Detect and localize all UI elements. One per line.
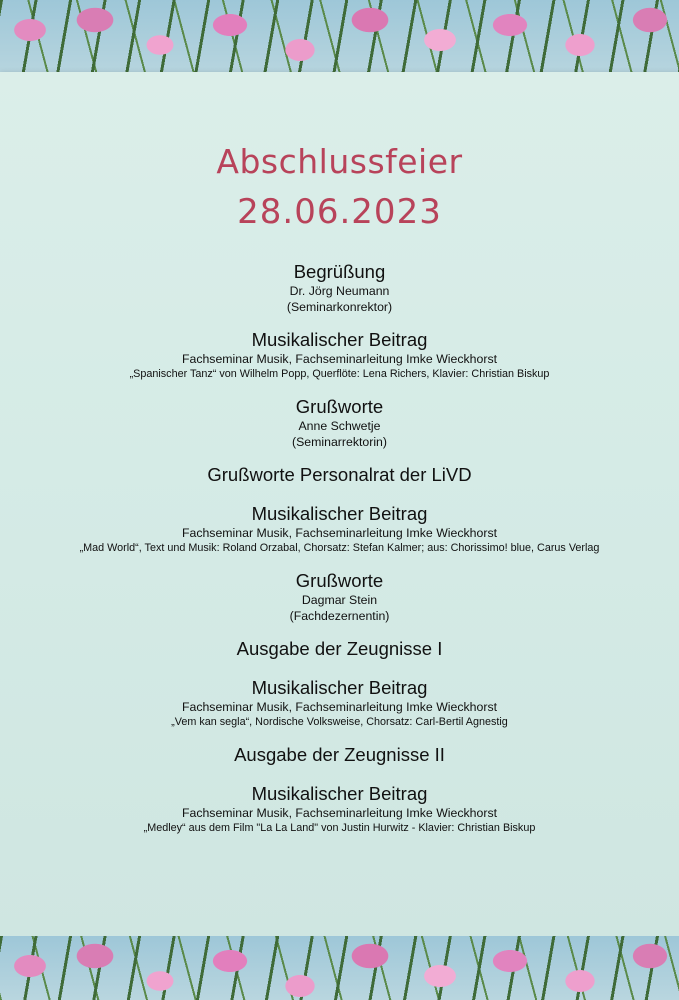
program-item-musik-4 <box>0 782 679 836</box>
program-piece: „Vem kan segla“, Nordische Volksweise, Chorsatz: Carl-Bertil Agnestig <box>171 716 508 728</box>
program-item-begruessung <box>0 260 679 315</box>
program-role: (Seminarrektorin) <box>292 435 387 449</box>
program-item-grussworte-1 <box>0 395 679 450</box>
program-heading: Grußworte Personalrat der LiVD <box>207 464 472 485</box>
program-piece: „Spanischer Tanz“ von Wilhelm Popp, Querflöte: Lena Richers, Klavier: Christian Biskup <box>129 368 550 380</box>
program-item-musik-1 <box>0 328 679 382</box>
program-heading: Musikalischer Beitrag <box>251 329 428 350</box>
program-item-zeugnisse-2 <box>0 743 679 766</box>
program-item-musik-2 <box>0 502 679 556</box>
event-date: 28.06.2023 <box>237 192 442 232</box>
program-speaker: Anne Schwetje <box>298 419 381 433</box>
program-speaker: Dagmar Stein <box>301 593 378 607</box>
program-list <box>0 260 679 849</box>
flower-border-top <box>0 0 679 80</box>
program-item-personalrat <box>0 463 679 486</box>
program-heading: Musikalischer Beitrag <box>251 677 428 698</box>
program-heading: Musikalischer Beitrag <box>251 783 428 804</box>
program-heading: Grußworte <box>295 396 384 417</box>
program-performer: Fachseminar Musik, Fachseminarleitung Imke Wieckhorst <box>181 806 498 820</box>
program-heading: Grußworte <box>295 570 384 591</box>
program-performer: Fachseminar Musik, Fachseminarleitung Imke Wieckhorst <box>181 700 498 714</box>
event-title: Abschlussfeier <box>216 142 463 181</box>
program-sheet <box>0 72 679 940</box>
flower-border-bottom <box>0 936 679 1000</box>
program-heading: Musikalischer Beitrag <box>251 503 428 524</box>
program-heading: Begrüßung <box>293 261 386 282</box>
program-item-zeugnisse-1 <box>0 637 679 660</box>
program-role: (Fachdezernentin) <box>289 609 390 623</box>
program-speaker: Dr. Jörg Neumann <box>289 284 390 298</box>
program-heading: Ausgabe der Zeugnisse II <box>234 744 445 765</box>
program-item-musik-3 <box>0 676 679 730</box>
program-piece: „Medley“ aus dem Film "La La Land" von Justin Hurwitz - Klavier: Christian Biskup <box>143 822 536 834</box>
program-heading: Ausgabe der Zeugnisse I <box>236 638 443 659</box>
program-performer: Fachseminar Musik, Fachseminarleitung Imke Wieckhorst <box>181 352 498 366</box>
program-performer: Fachseminar Musik, Fachseminarleitung Imke Wieckhorst <box>181 526 498 540</box>
program-item-grussworte-2 <box>0 569 679 624</box>
program-piece: „Mad World“, Text und Musik: Roland Orzabal, Chorsatz: Stefan Kalmer; aus: Chorissimo! blue, Carus Verlag <box>79 542 600 554</box>
program-role: (Seminarkonrektor) <box>286 300 393 314</box>
